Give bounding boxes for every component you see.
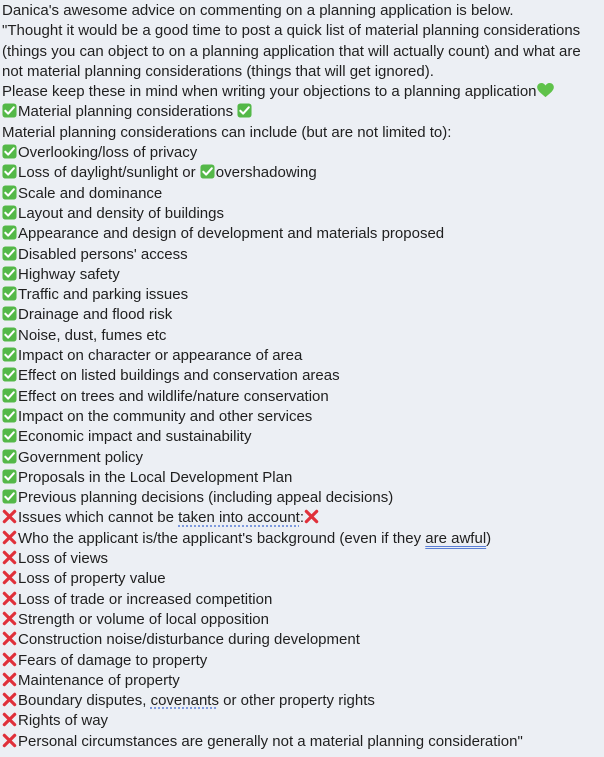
material-heading — [2, 102, 604, 122]
green-heart-icon — [537, 83, 554, 98]
material-item — [2, 448, 604, 468]
intro-line — [2, 62, 604, 82]
intro-line — [2, 1, 604, 21]
material-item-text: Economic impact and sustainability — [18, 428, 252, 446]
not-material-item-text: are awful — [425, 529, 487, 547]
material-item-text: Previous planning decisions (including appeal decisions) — [18, 489, 394, 507]
intro-text: Please keep these in mind when writing your objections to a planning application — [2, 83, 537, 101]
material-item-text: overshadowing — [215, 164, 317, 182]
cross-mark-icon — [2, 550, 17, 565]
cross-mark-icon — [2, 712, 17, 727]
material-subheading — [2, 123, 604, 143]
intro-text: (things you can object to on a planning application that will actually count) and what are — [2, 42, 581, 60]
material-item — [2, 366, 604, 386]
material-item — [2, 285, 604, 305]
check-mark-button-icon — [2, 489, 17, 504]
not-material-item — [2, 529, 604, 549]
not-material-item-text: Construction noise/disturbance during development — [18, 631, 360, 649]
material-item — [2, 184, 604, 204]
material-item-text: Impact on the community and other services — [18, 407, 313, 425]
not-material-item-text: Personal circumstances are generally not a material planning consideration" — [18, 732, 523, 750]
cross-mark-icon — [2, 530, 17, 545]
material-item — [2, 163, 604, 183]
material-item — [2, 407, 604, 427]
material-item — [2, 245, 604, 265]
material-heading-text: Material planning considerations — [18, 103, 234, 121]
not-material-item — [2, 671, 604, 691]
material-item-text: Overlooking/loss of privacy — [18, 144, 198, 162]
material-item-text: Loss of daylight/sunlight or — [18, 164, 200, 182]
check-mark-button-icon — [2, 306, 17, 321]
not-material-item-text: or other property rights — [218, 692, 375, 710]
not-material-item-text: Loss of trade or increased competition — [18, 590, 273, 608]
check-mark-button-icon — [200, 164, 215, 179]
not-material-item — [2, 630, 604, 650]
not-material-item-text: Maintenance of property — [18, 671, 180, 689]
intro-line — [2, 21, 604, 41]
check-mark-button-icon — [2, 164, 17, 179]
material-item — [2, 143, 604, 163]
not-material-heading — [2, 508, 604, 528]
material-item — [2, 346, 604, 366]
not-material-heading-text: Issues which cannot be — [18, 509, 179, 527]
check-mark-button-icon — [237, 103, 252, 118]
not-material-item — [2, 610, 604, 630]
cross-mark-icon — [2, 672, 17, 687]
not-material-item — [2, 711, 604, 731]
check-mark-button-icon — [2, 388, 17, 403]
cross-mark-icon — [2, 509, 17, 524]
material-item — [2, 265, 604, 285]
check-mark-button-icon — [2, 347, 17, 362]
cross-mark-icon — [2, 733, 17, 748]
not-material-item — [2, 691, 604, 711]
cross-mark-icon — [2, 591, 17, 606]
material-item-text: Scale and dominance — [18, 184, 163, 202]
not-material-item-text: ) — [486, 529, 492, 547]
intro-text: "Thought it would be a good time to post a quick list of material planning considerations — [2, 22, 581, 40]
check-mark-button-icon — [2, 246, 17, 261]
material-item — [2, 427, 604, 447]
check-mark-button-icon — [2, 327, 17, 342]
material-item — [2, 204, 604, 224]
material-item — [2, 468, 604, 488]
not-material-item-text: Boundary disputes, — [18, 692, 151, 710]
material-item — [2, 305, 604, 325]
not-material-item-text: Loss of views — [18, 550, 109, 568]
cross-mark-icon — [2, 631, 17, 646]
not-material-item-text: Loss of property value — [18, 570, 166, 588]
intro-text: Danica's awesome advice on commenting on a planning application is below. — [2, 2, 514, 19]
not-material-item-text: Rights of way — [18, 712, 109, 730]
not-material-item — [2, 549, 604, 569]
material-item — [2, 488, 604, 508]
material-item — [2, 387, 604, 407]
not-material-item — [2, 590, 604, 610]
cross-mark-icon — [2, 611, 17, 626]
material-item-text: Drainage and flood risk — [18, 306, 173, 324]
check-mark-button-icon — [2, 144, 17, 159]
not-material-item-text: Strength or volume of local opposition — [18, 610, 269, 628]
cross-mark-icon — [304, 509, 319, 524]
check-mark-button-icon — [2, 449, 17, 464]
not-material-heading-text: taken into account — [178, 509, 300, 527]
intro-line — [2, 82, 604, 102]
check-mark-button-icon — [2, 428, 17, 443]
check-mark-button-icon — [2, 205, 17, 220]
check-mark-button-icon — [2, 367, 17, 382]
material-item-text: Appearance and design of development and materials proposed — [18, 225, 445, 243]
intro-text: not material planning considerations (things that will get ignored). — [2, 62, 434, 80]
material-item-text: Government policy — [18, 448, 144, 466]
material-item-text: Impact on character or appearance of area — [18, 347, 303, 365]
not-material-item-text: covenants — [150, 692, 219, 710]
check-mark-button-icon — [2, 185, 17, 200]
not-material-heading-text: : — [299, 509, 305, 527]
check-mark-button-icon — [2, 286, 17, 301]
not-material-item — [2, 651, 604, 671]
cross-mark-icon — [2, 652, 17, 667]
not-material-item-text: Fears of damage to property — [18, 651, 208, 669]
material-item-text: Noise, dust, fumes etc — [18, 326, 167, 344]
material-item-text: Highway safety — [18, 265, 120, 283]
material-item-text: Layout and density of buildings — [18, 204, 224, 222]
not-material-item-text: Who the applicant is/the applicant's background (even if they — [18, 529, 426, 547]
material-item-text: Traffic and parking issues — [18, 286, 189, 304]
check-mark-button-icon — [2, 408, 17, 423]
check-mark-button-icon — [2, 103, 17, 118]
not-material-item — [2, 732, 604, 752]
cross-mark-icon — [2, 692, 17, 707]
check-mark-button-icon — [2, 266, 17, 281]
not-material-item — [2, 569, 604, 589]
material-item-text: Disabled persons' access — [18, 245, 188, 263]
material-subheading-text: Material planning considerations can include (but are not limited to): — [2, 123, 452, 141]
material-item — [2, 326, 604, 346]
check-mark-button-icon — [2, 469, 17, 484]
check-mark-button-icon — [2, 225, 17, 240]
cross-mark-icon — [2, 570, 17, 585]
material-item-text: Proposals in the Local Development Plan — [18, 468, 293, 486]
intro-line — [2, 42, 604, 62]
material-item-text: Effect on listed buildings and conservation areas — [18, 367, 340, 385]
material-item — [2, 224, 604, 244]
material-item-text: Effect on trees and wildlife/nature conservation — [18, 387, 329, 405]
